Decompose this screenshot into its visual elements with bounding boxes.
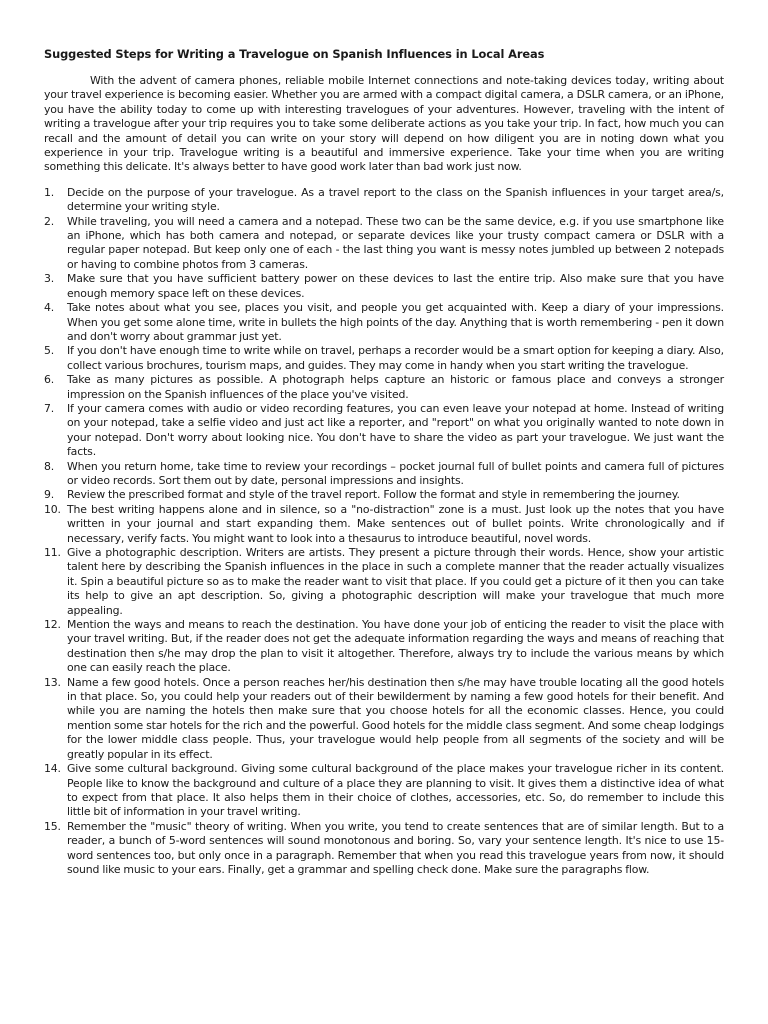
step-number: 7. [44,401,55,415]
list-item [44,215,724,273]
step-number: 5. [44,344,55,358]
list-item [44,373,724,402]
step-text: Make sure that you have sufficient battery power on these devices to last the entire trip. Also make sure that you have enough memory space left on these devices. [67,272,724,300]
step-text: If your camera comes with audio or video recording features, you can even leave your notepad at home. Instead of writing on your notepad, take a selfie video and just act like a reporter, and "report" on what you originally wanted to note down in your notepad. Don't worry about looking nice. You don't have to share the video as part your travelogue. We just want the facts. [67,401,724,459]
list-item [44,460,724,489]
list-item [44,762,724,820]
step-number: 15. [44,819,61,833]
document-title: Suggested Steps for Writing a Travelogue on Spanish Influences in Local Areas [44,47,545,61]
step-number: 13. [44,675,61,689]
step-text: If you don't have enough time to write while on travel, perhaps a recorder would be a smart option for keeping a diary. Also, collect various brochures, tourism maps, and guides. They may come in handy when you start writing the travelogue. [67,344,724,372]
step-number: 2. [44,214,55,228]
step-text: The best writing happens alone and in silence, so a "no-distraction" zone is a must. Just look up the notes that you have written in your journal and start expanding them. Make sentences out of bullet points. Write chronologically and if necessary, verify facts. You might want to look into a thesaurus to introduce beautiful, novel words. [67,502,724,545]
list-item [44,546,724,618]
step-number: 6. [44,373,55,387]
step-number: 11. [44,546,61,559]
list-item [44,402,724,460]
list-item [44,503,724,546]
list-item [44,618,724,676]
step-text: Review the prescribed format and style of the travel report. Follow the format and style in remembering the journey. [67,488,680,502]
step-text: Give some cultural background. Giving some cultural background of the place makes your travelogue richer in its content. People like to know the background and culture of a place they are planning to visit. It gives them a distinctive idea of what to expect from that place. It also helps them in their choice of clothes, accessories, etc. So, do remember to include this little bit of information in your travel writing. [67,762,724,819]
step-text: Decide on the purpose of your travelogue. As a travel report to the class on the Spanish influences in your target area/s, determine your writing style. [67,185,724,214]
step-text: Name a few good hotels. Once a person reaches her/his destination then s/he may have trouble locating all the good hotels in that place. So, you could help your readers out of their bewilderment by naming a few good hotels for their benefit. And while you are naming the hotels then make sure that you choose hotels for all the economic classes. Hence, you could mention some star hotels for the rich and the powerful. Good hotels for the middle class segment. And some cheap lodgings for the lower middle class people. Thus, your travelogue would help people from all segments of the society and will be greatly popular in its effect. [67,675,724,761]
steps-list [44,186,724,878]
step-number: 10. [44,502,61,516]
list-item [44,820,724,878]
list-item [44,676,724,762]
list-item [44,488,724,502]
list-item [44,186,724,215]
step-number: 4. [44,301,55,315]
step-number: 8. [44,459,55,473]
step-number: 1. [44,185,55,199]
step-number: 14. [44,762,61,776]
step-text: Mention the ways and means to reach the destination. You have done your job of enticing the reader to visit the place with your travel writing. But, if the reader does not get the adequate information regarding the ways and means of reaching that destination then s/he may drop the plan to visit it altogether. Therefore, always try to include the various means by which one can easily reach the place. [67,618,724,675]
list-item [44,301,724,344]
document-page [44,47,724,877]
step-number: 9. [44,488,55,502]
step-text: When you return home, take time to review your recordings – pocket journal full of bullet points and camera full of pictures or video records. Sort them out by date, personal impressions and insights. [67,459,724,487]
step-text: Take notes about what you see, places you visit, and people you get acquainted with. Keep a diary of your impressions. When you get some alone time, write in bullets the high points of the day. Anything that is worth remembering - pen it down and don't worry about grammar just yet. [67,301,724,343]
step-text: Take as many pictures as possible. A photograph helps capture an historic or famous place and conveys a stronger impression on the Spanish influences of the place you've visited. [67,373,724,401]
list-item [44,344,724,373]
step-number: 12. [44,618,61,632]
list-item [44,272,724,301]
intro-paragraph: With the advent of camera phones, reliable mobile Internet connections and note-taking devices today, writing about your travel experience is becoming easier. Whether you are armed with a compact digital camera, a DSLR camera, or an iPhone, you have the ability today to come up with interesting travelogues of your adventures. However, traveling with the intent of writing a travelogue after your trip requires you to take some deliberate actions as you take your trip. In fact, how much you can recall and the amount of detail you can write on your story will depend on how diligent you are in noting down what you experience in your trip. Travelogue writing is a beautiful and immersive experience. Take your time when you are writing something this delicate. It's always better to have good work later than bad work just now. [44,74,724,174]
step-text: Give a photographic description. Writers are artists. They present a picture through their words. Hence, show your artistic talent here by describing the Spanish influences in the place in such a complete manner that the reader actually visualizes it. Spin a beautiful picture so as to make the reader want to visit that place. If you could get a picture of it then you can take its help to give an apt description. So, giving a photographic description will make your travelogue that much more appealing. [67,546,724,617]
step-number: 3. [44,272,55,286]
step-text: Remember the "music" theory of writing. When you write, you tend to create sentences that are of similar length. But to a reader, a bunch of 5-word sentences will sound monotonous and boring. So, vary your sentence length. It's nice to use 15-word sentences too, but only once in a paragraph. Remember that when you read this travelogue years from now, it should sound like music to your ears. Finally, get a grammar and spelling check done. Make sure the paragraphs flow. [67,819,724,876]
step-text: While traveling, you will need a camera and a notepad. These two can be the same device, e.g. if you use smartphone like an iPhone, which has both camera and notepad, or separate devices like your trusty compact camera or DSLR with a regular paper notepad. But keep only one of each - the last thing you want is messy notes jumbled up between 2 notepads or having to combine photos from 3 cameras. [67,214,724,271]
